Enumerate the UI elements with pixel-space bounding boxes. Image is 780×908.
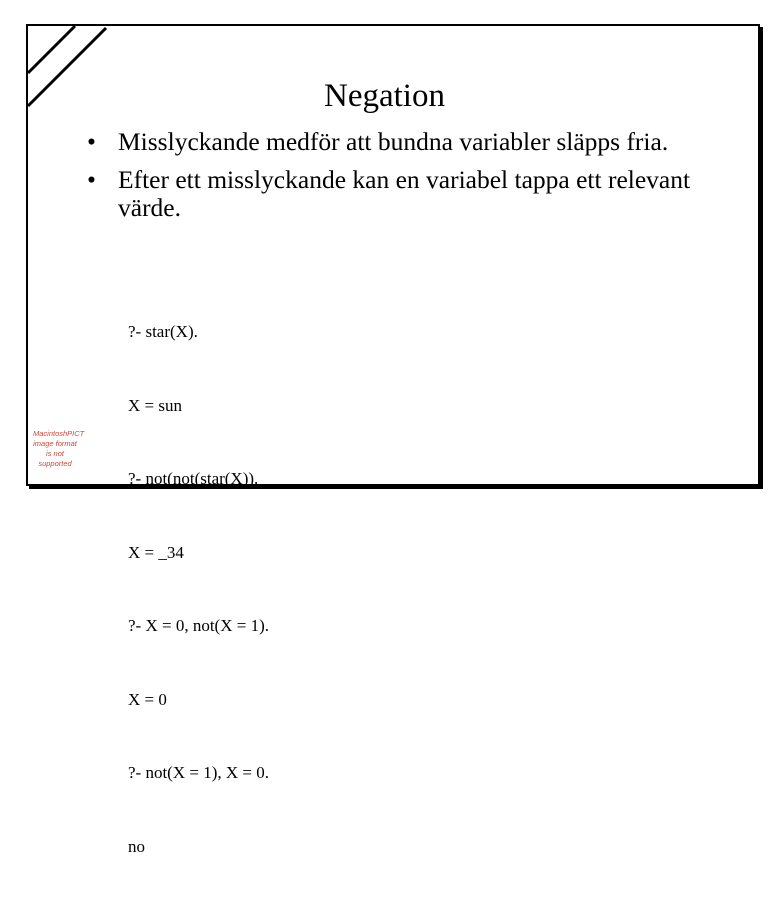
code-line: no [128,836,145,856]
bullet-item [87,128,707,156]
placeholder-line: image format [33,439,77,448]
bullet-text: Misslyckande medför att bundna variabler släpps fria. [118,127,669,156]
code-line: ?- not(not(star(X)). [128,469,259,488]
unsupported-image-placeholder [33,429,85,469]
bullet-list [87,128,707,232]
code-line: ?- star(X). [128,322,198,341]
code-block [128,271,269,908]
bullet-item [87,166,707,222]
code-line: X = sun [128,395,182,415]
bullet-marker: • [87,165,96,194]
bullet-marker: • [87,127,96,156]
slide [26,24,760,856]
slide-title: Negation [324,78,445,114]
code-line: ?- not(X = 1), X = 0. [128,763,269,782]
placeholder-line: is not supported [38,449,72,468]
diagonal-stripes-icon [28,26,118,116]
code-line: X = _34 [128,542,184,562]
bullet-text: Efter ett misslyckande kan en variabel tappa ett relevant värde. [118,165,691,222]
code-line: ?- X = 0, not(X = 1). [128,616,269,635]
placeholder-line: MacintoshPICT [33,429,85,438]
code-line: X = 0 [128,689,167,709]
